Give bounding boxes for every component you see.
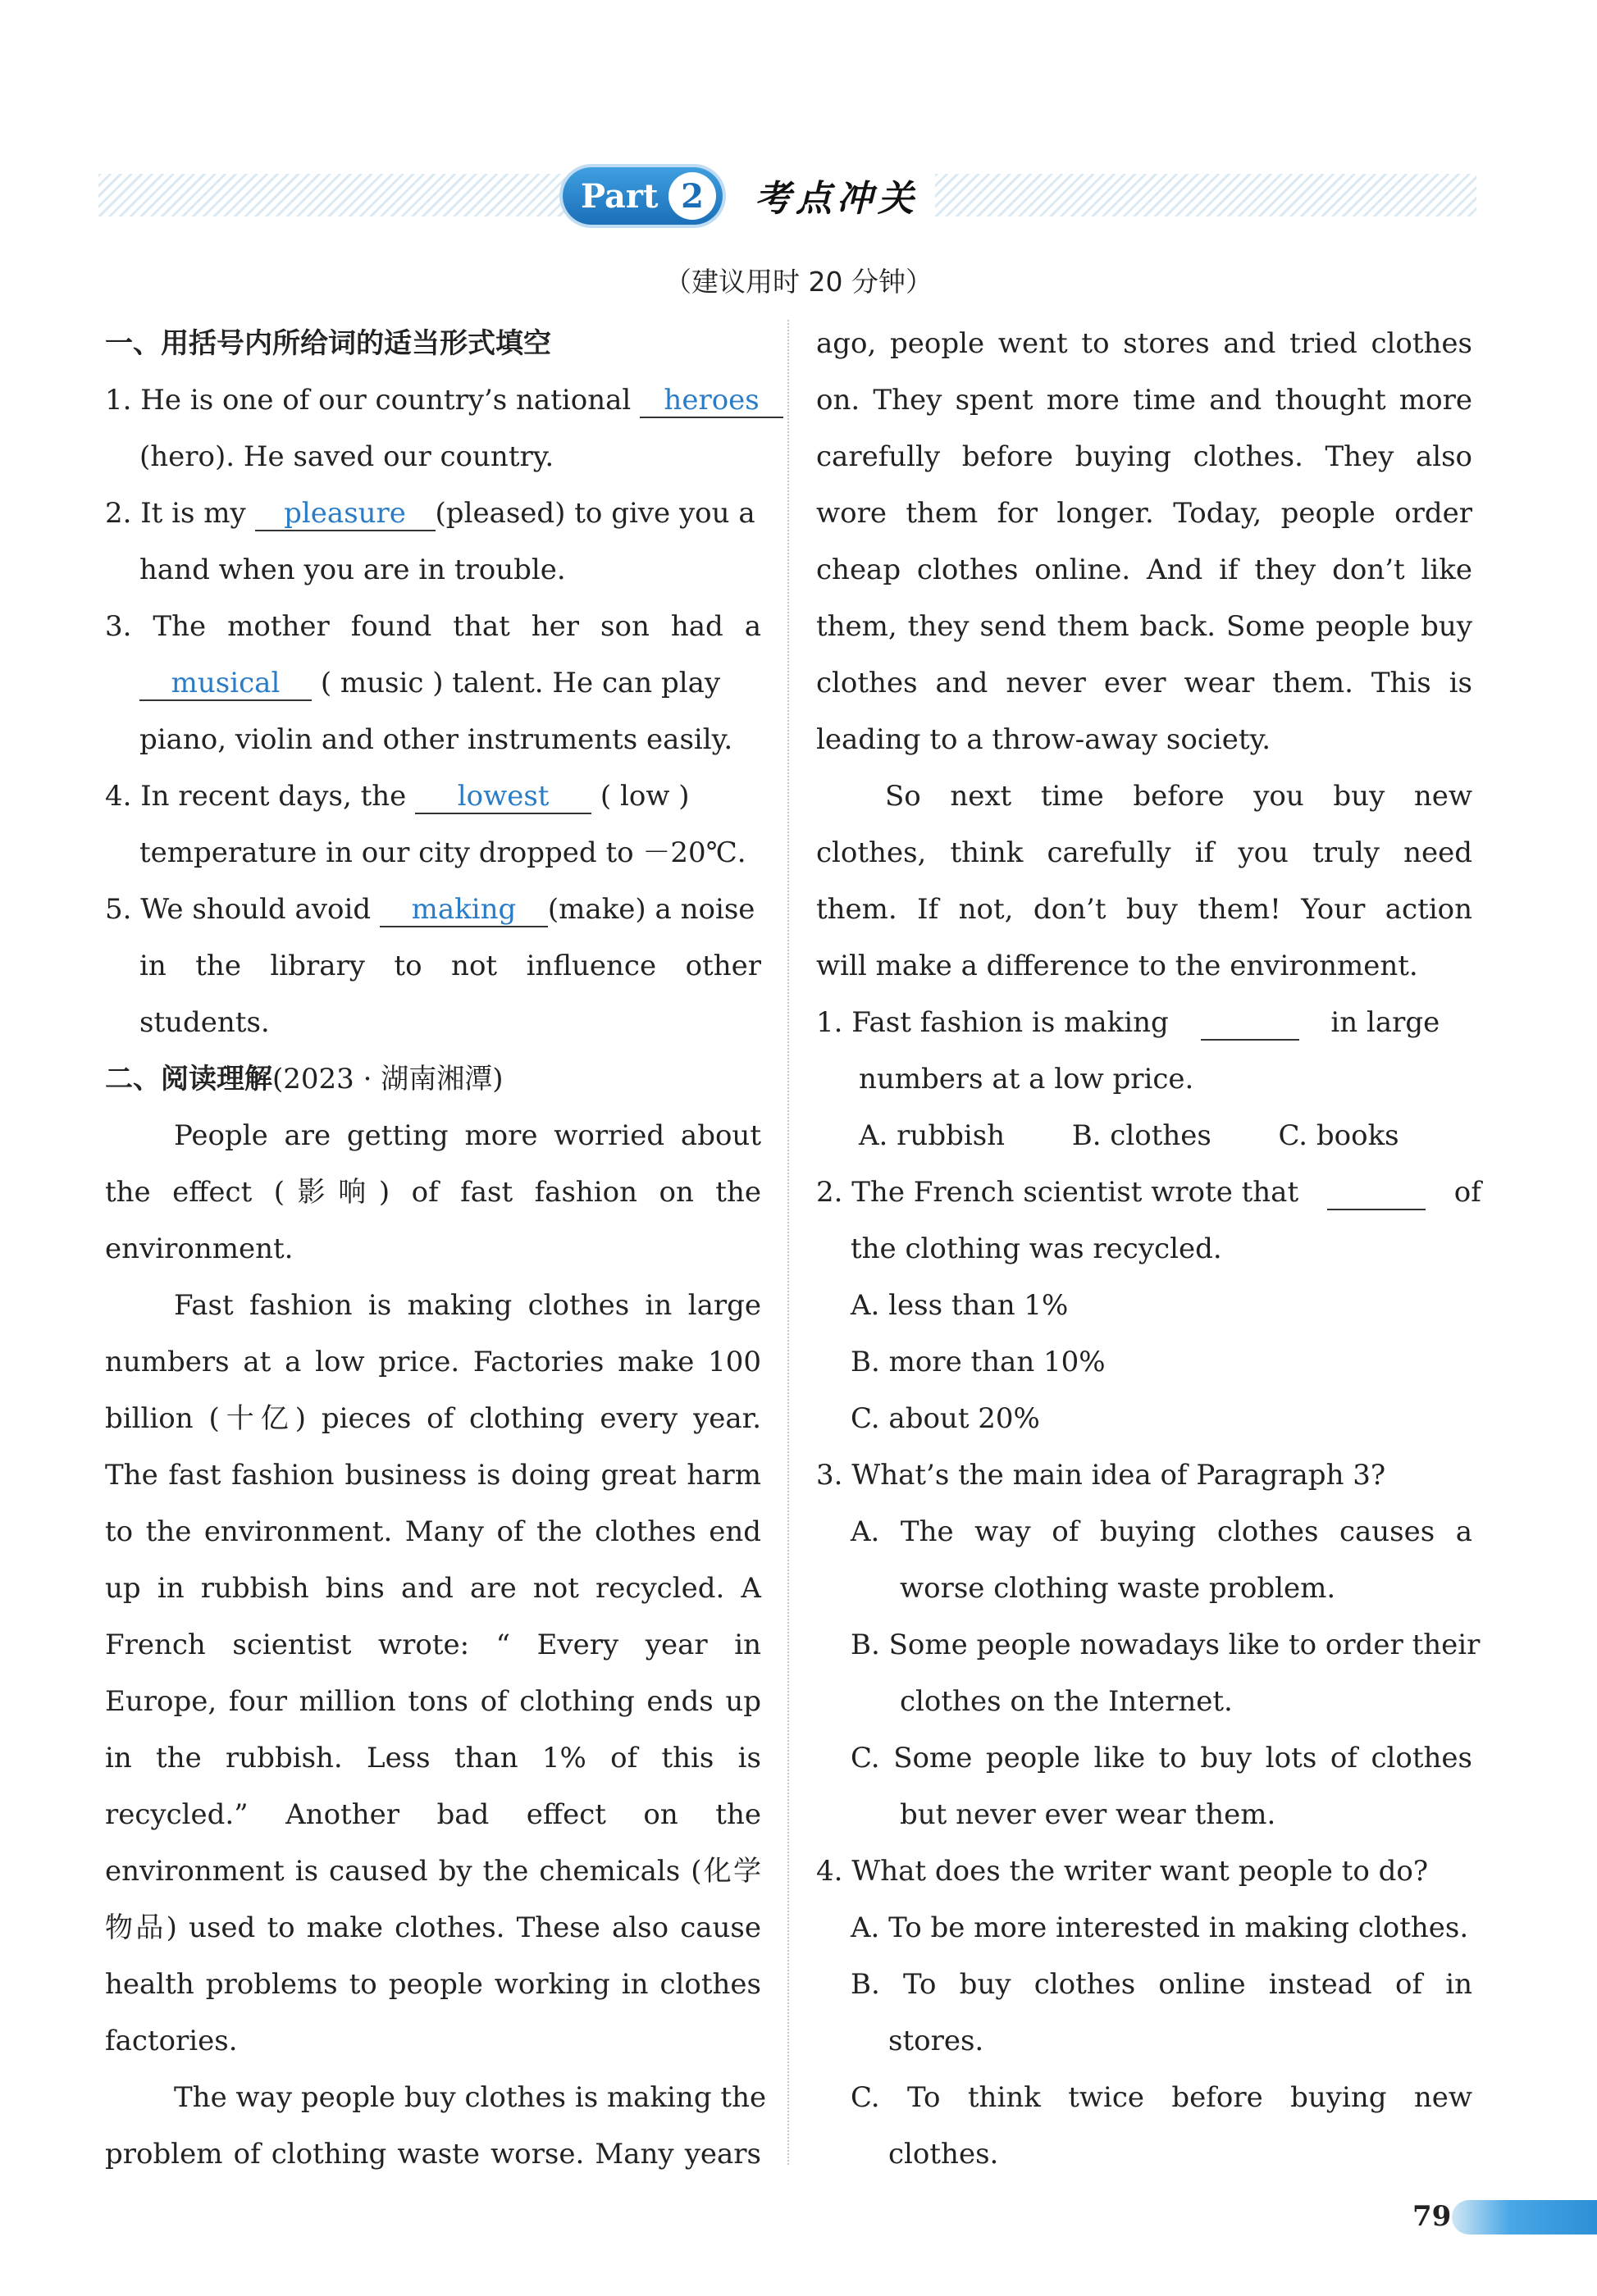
rq2-stem-line1: 2. The French scientist wrote that of	[816, 1176, 1481, 1209]
passage-line: ago, people went to stores and tried clothes	[816, 327, 1472, 360]
part-number: 2	[668, 172, 716, 220]
passage-line: The fast fashion business is doing great harm	[105, 1459, 761, 1492]
q3-answer: musical	[139, 667, 312, 701]
passage-line: environment is caused by the chemicals (化学	[105, 1855, 761, 1888]
passage-line: health problems to people working in clothes	[105, 1968, 761, 2001]
q3-line1: 3. The mother found that her son had a	[105, 610, 761, 643]
part-badge	[563, 167, 723, 225]
q2-answer: pleasure	[255, 497, 436, 531]
passage-line: So next time before you buy new	[885, 780, 1472, 813]
section-title: 考点冲关	[755, 178, 919, 220]
passage-line: them, they send them back. Some people buy	[816, 610, 1472, 643]
passage-line: up in rubbish bins and are not recycled. A	[105, 1572, 761, 1605]
rq1-stem-line1: 1. Fast fashion is making in large	[816, 1006, 1440, 1039]
section2-title: 二、阅读理解(2023 · 湖南湘潭)	[105, 1063, 504, 1096]
passage-line: factories.	[105, 2025, 238, 2057]
rq1-stem-line2: numbers at a low price.	[859, 1063, 1194, 1096]
page-number: 79	[1412, 2200, 1452, 2233]
rq1-option-c: C. books	[1278, 1119, 1399, 1152]
right-column	[816, 316, 1481, 2183]
page-corner-bar	[1452, 2200, 1597, 2234]
passage-line: The way people buy clothes is making the	[174, 2081, 767, 2114]
passage-line: recycled.” Another bad effect on the	[105, 1798, 761, 1831]
passage-line: Europe, four million tons of clothing ends up	[105, 1685, 761, 1718]
passage-line: 物品) used to make clothes. These also cause	[105, 1911, 761, 1944]
passage-line: in the rubbish. Less than 1% of this is	[105, 1742, 761, 1774]
passage-line: the effect (影响) of fast fashion on the	[105, 1176, 761, 1209]
rq4-option-b: B. To buy clothes online instead of in	[851, 1968, 1472, 2001]
q5-answer: making	[380, 893, 548, 927]
part-label: Part	[581, 176, 659, 216]
rq3-option-b-cont: clothes on the Internet.	[900, 1685, 1233, 1718]
rq3-stem: 3. What’s the main idea of Paragraph 3?	[816, 1459, 1386, 1492]
q1-answer: heroes	[640, 384, 783, 418]
header-stripe-right	[935, 174, 1476, 216]
rq2-option-a: A. less than 1%	[851, 1289, 1069, 1322]
section2-source: (2023 · 湖南湘潭)	[272, 1063, 504, 1096]
passage-line: People are getting more worried about	[174, 1119, 761, 1152]
q2-line1: 2. It is my pleasure (pleased) to give you a	[105, 497, 755, 530]
rq4-option-b-cont: stores.	[888, 2025, 984, 2057]
passage-line: will make a difference to the environment.	[816, 950, 1418, 982]
suggested-time: （建议用时 20 分钟）	[664, 266, 933, 298]
q5-line1: 5. We should avoid making (make) a noise	[105, 893, 755, 926]
rq4-option-c-cont: clothes.	[888, 2138, 999, 2171]
q4-answer: lowest	[415, 780, 591, 814]
rq3-option-a: A. The way of buying clothes causes a	[851, 1515, 1472, 1548]
passage-line: leading to a throw-away society.	[816, 723, 1271, 756]
q3-line2: musical ( music ) talent. He can play	[105, 655, 761, 712]
passage-line: Fast fashion is making clothes in large	[174, 1289, 761, 1322]
passage-line: numbers at a low price. Factories make 100	[105, 1346, 761, 1378]
passage-line: billion (十亿) pieces of clothing every year.	[105, 1402, 761, 1435]
rq1-option-b: B. clothes	[1071, 1119, 1211, 1152]
left-column	[105, 316, 767, 2183]
rq3-option-c: C. Some people like to buy lots of clothes	[851, 1742, 1472, 1774]
rq4-option-c: C. To think twice before buying new	[851, 2081, 1472, 2114]
q1-line1: 1. He is one of our country’s national heroes	[105, 372, 761, 429]
passage-line: to the environment. Many of the clothes end	[105, 1515, 761, 1548]
q3-line3: piano, violin and other instruments easily.	[139, 723, 733, 756]
rq2-blank	[1327, 1176, 1426, 1210]
q4-line1: 4. In recent days, the lowest ( low )	[105, 780, 690, 813]
rq1-options	[816, 1108, 1472, 1164]
rq2-option-c: C. about 20%	[851, 1402, 1040, 1435]
q5-line2: in the library to not influence other	[139, 950, 761, 982]
passage-line: wore them for longer. Today, people order	[816, 497, 1472, 530]
rq3-option-a-cont: worse clothing waste problem.	[900, 1572, 1336, 1605]
passage-line: on. They spent more time and thought more	[816, 384, 1472, 417]
rq3-option-b: B. Some people nowadays like to order their	[851, 1629, 1481, 1661]
passage-line: clothes, think carefully if you truly need	[816, 836, 1472, 869]
q5-line3: students.	[139, 1006, 270, 1039]
header-stripe-left	[98, 174, 566, 216]
rq2-stem-line2: the clothing was recycled.	[851, 1232, 1222, 1265]
section1-title: 一、用括号内所给词的适当形式填空	[105, 327, 551, 360]
rq1-blank	[1201, 1006, 1299, 1041]
rq3-option-c-cont: but never ever wear them.	[900, 1798, 1276, 1831]
passage-line: clothes and never ever wear them. This is	[816, 667, 1472, 699]
rq4-option-a: A. To be more interested in making clothes.	[851, 1911, 1469, 1944]
rq4-stem: 4. What does the writer want people to do?	[816, 1855, 1429, 1888]
q4-line2: temperature in our city dropped to －20℃.	[139, 836, 746, 869]
passage-line: them. If not, don’t buy them! Your action	[816, 893, 1472, 926]
passage-line: carefully before buying clothes. They also	[816, 440, 1472, 473]
q1-line2: (hero). He saved our country.	[139, 440, 554, 473]
passage-line: cheap clothes online. And if they don’t like	[816, 554, 1472, 586]
rq1-option-a: A. rubbish	[859, 1119, 1006, 1152]
passage-line: French scientist wrote: “ Every year in	[105, 1629, 761, 1661]
passage-line: environment.	[105, 1232, 294, 1265]
rq2-option-b: B. more than 10%	[851, 1346, 1106, 1378]
q2-line2: hand when you are in trouble.	[139, 554, 566, 586]
passage-line: problem of clothing waste worse. Many years	[105, 2138, 761, 2171]
column-divider	[787, 320, 789, 2165]
